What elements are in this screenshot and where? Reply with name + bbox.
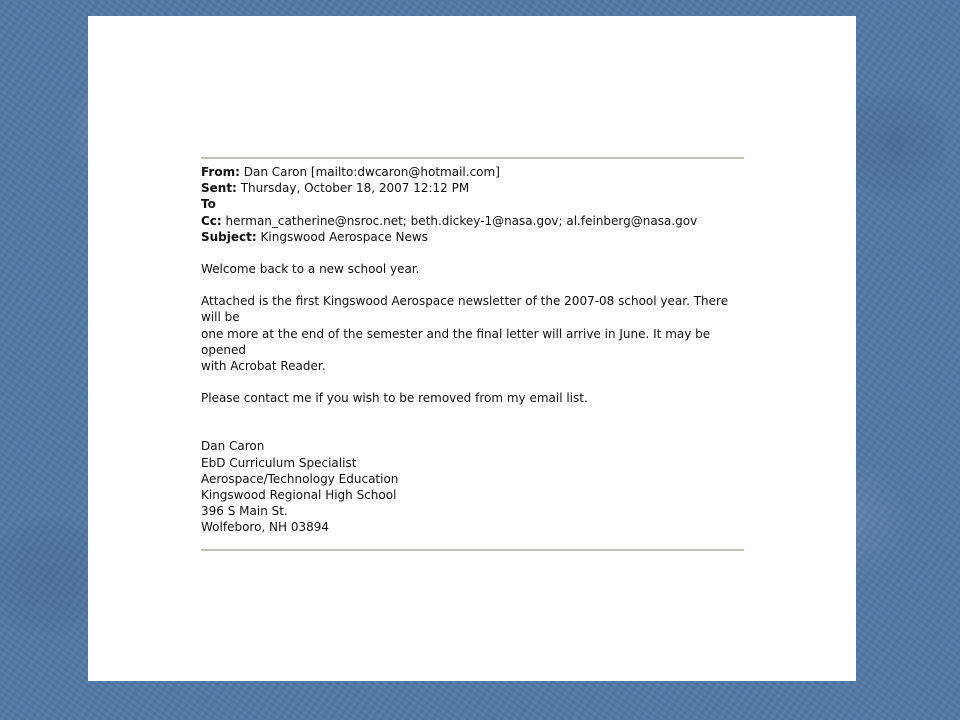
cc-line xyxy=(201,213,744,229)
sent-line xyxy=(201,180,744,196)
subject-label: Subject: xyxy=(201,229,257,244)
body-line: with Acrobat Reader. xyxy=(201,359,326,374)
spacer xyxy=(201,374,744,390)
greeting-text: Welcome back to a new school year. xyxy=(201,262,420,277)
spacer xyxy=(201,406,744,438)
slide-card xyxy=(88,16,856,681)
spacer xyxy=(201,277,744,293)
body-line: one more at the end of the semester and the final letter will arrive in June. It may be opened xyxy=(201,326,711,357)
email-message xyxy=(201,157,744,551)
signature-city: Wolfeboro, NH 03894 xyxy=(201,520,330,535)
sent-label: Sent: xyxy=(201,181,237,196)
subject-line xyxy=(201,229,744,245)
cc-label: Cc: xyxy=(201,213,222,228)
bottom-divider xyxy=(201,549,744,551)
cc-value: herman_catherine@nsroc.net; beth.dickey-1@nasa.gov; al.feinberg@nasa.gov xyxy=(225,213,698,228)
signature-block xyxy=(201,438,744,535)
body-line: Attached is the first Kingswood Aerospace newsletter of the 2007-08 school year. There will be xyxy=(201,294,729,325)
to-label: To xyxy=(201,197,216,212)
signature-department: Aerospace/Technology Education xyxy=(201,471,399,486)
signature-school: Kingswood Regional High School xyxy=(201,488,397,503)
to-line xyxy=(201,196,744,212)
subject-value: Kingswood Aerospace News xyxy=(260,229,428,244)
body-paragraph xyxy=(201,293,744,374)
spacer xyxy=(201,245,744,261)
from-line xyxy=(201,164,744,180)
signature-title: EbD Curriculum Specialist xyxy=(201,455,357,470)
from-label: From: xyxy=(201,165,240,179)
closing-text: Please contact me if you wish to be removed from my email list. xyxy=(201,391,588,406)
signature-street: 396 S Main St. xyxy=(201,504,288,519)
top-divider xyxy=(201,157,744,159)
signature-name: Dan Caron xyxy=(201,439,265,454)
sent-value: Thursday, October 18, 2007 12:12 PM xyxy=(240,181,470,196)
from-value: Dan Caron [mailto:dwcaron@hotmail.com] xyxy=(243,165,500,179)
